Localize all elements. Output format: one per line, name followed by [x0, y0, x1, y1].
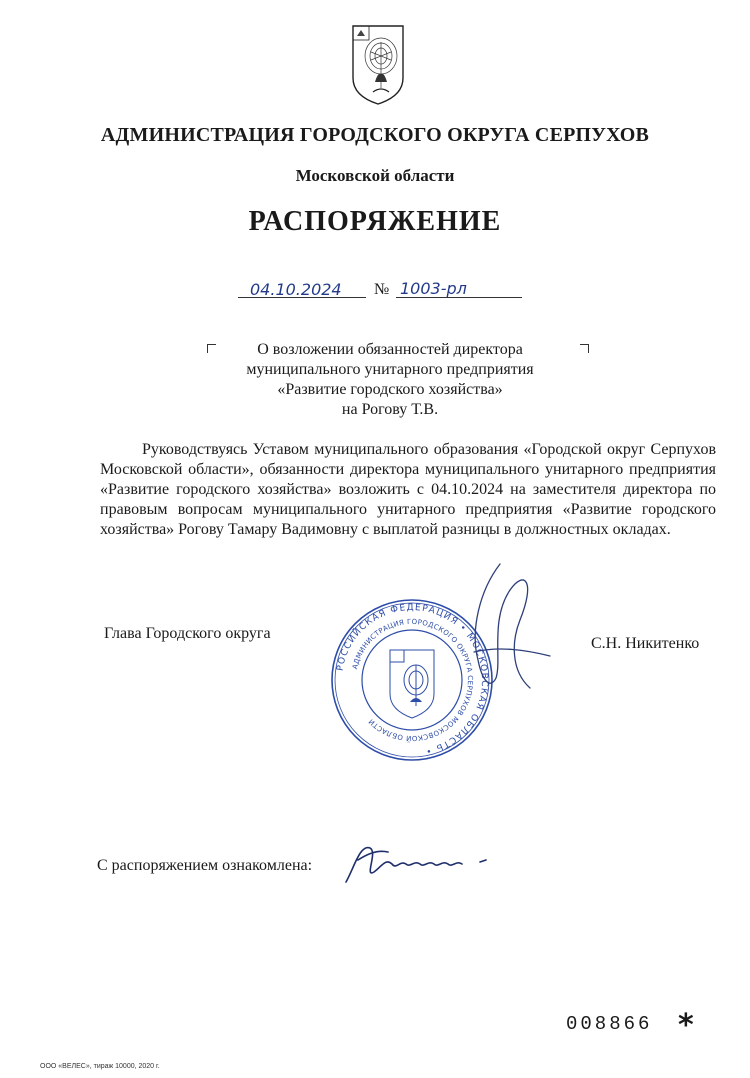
acknowledgement-label: С распоряжением ознакомлена: — [97, 857, 313, 874]
document-date: 04.10.2024 — [250, 280, 342, 299]
region-name: Московской области — [295, 166, 455, 185]
document-type-title: РАСПОРЯЖЕНИЕ — [248, 206, 502, 237]
acknowledgement-signature — [340, 838, 495, 888]
number-sign: № — [374, 281, 390, 298]
signatory-title: Глава Городского округа — [104, 625, 271, 642]
number-underline — [396, 297, 522, 298]
stamp-inner-text: АДМИНИСТРАЦИЯ ГОРОДСКОГО ОКРУГА СЕРПУХОВ МОСКОВСКОЙ ОБЛАСТИ — [351, 617, 475, 743]
document-number: 1003-рл — [400, 279, 467, 298]
printer-imprint: ООО «ВЕЛЕС», тираж 10000, 2020 г. — [40, 1063, 160, 1070]
signatory-name: С.Н. Никитенко — [591, 635, 700, 652]
subject-line: на Рогову Т.В. — [341, 401, 439, 418]
organization-name: АДМИНИСТРАЦИЯ ГОРОДСКОГО ОКРУГА СЕРПУХОВ — [100, 124, 650, 146]
subject-block — [190, 340, 590, 420]
form-serial-number: 008866 — [566, 1013, 653, 1035]
date-underline — [238, 297, 366, 298]
subject-line: О возложении обязанностей директора — [257, 341, 523, 358]
asterisk-mark: * — [678, 1008, 694, 1043]
body-paragraph: Руководствуясь Уставом муниципального образования «Городской округ Серпухов Московской области», обязанности директора муниципального унитарного предприятия «Развитие городского хозяйства» возложить с 04.10.2024 на заместителя директора по правовым вопросам муниципального унитарного предприятия «Развитие городского хозяйства» Рогову Тамару Вадимовну с выплатой разницы в должностных окладах. — [100, 441, 716, 538]
subject-line: «Развитие городского хозяйства» — [277, 381, 503, 398]
stamp-outer-text: РОССИЙСКАЯ ФЕДЕРАЦИЯ • МОСКОВСКАЯ ОБЛАСТЬ • — [335, 602, 490, 756]
head-signature — [440, 560, 560, 700]
coat-of-arms-emblem — [349, 22, 407, 108]
subject-line: муниципального унитарного предприятия — [246, 361, 534, 378]
